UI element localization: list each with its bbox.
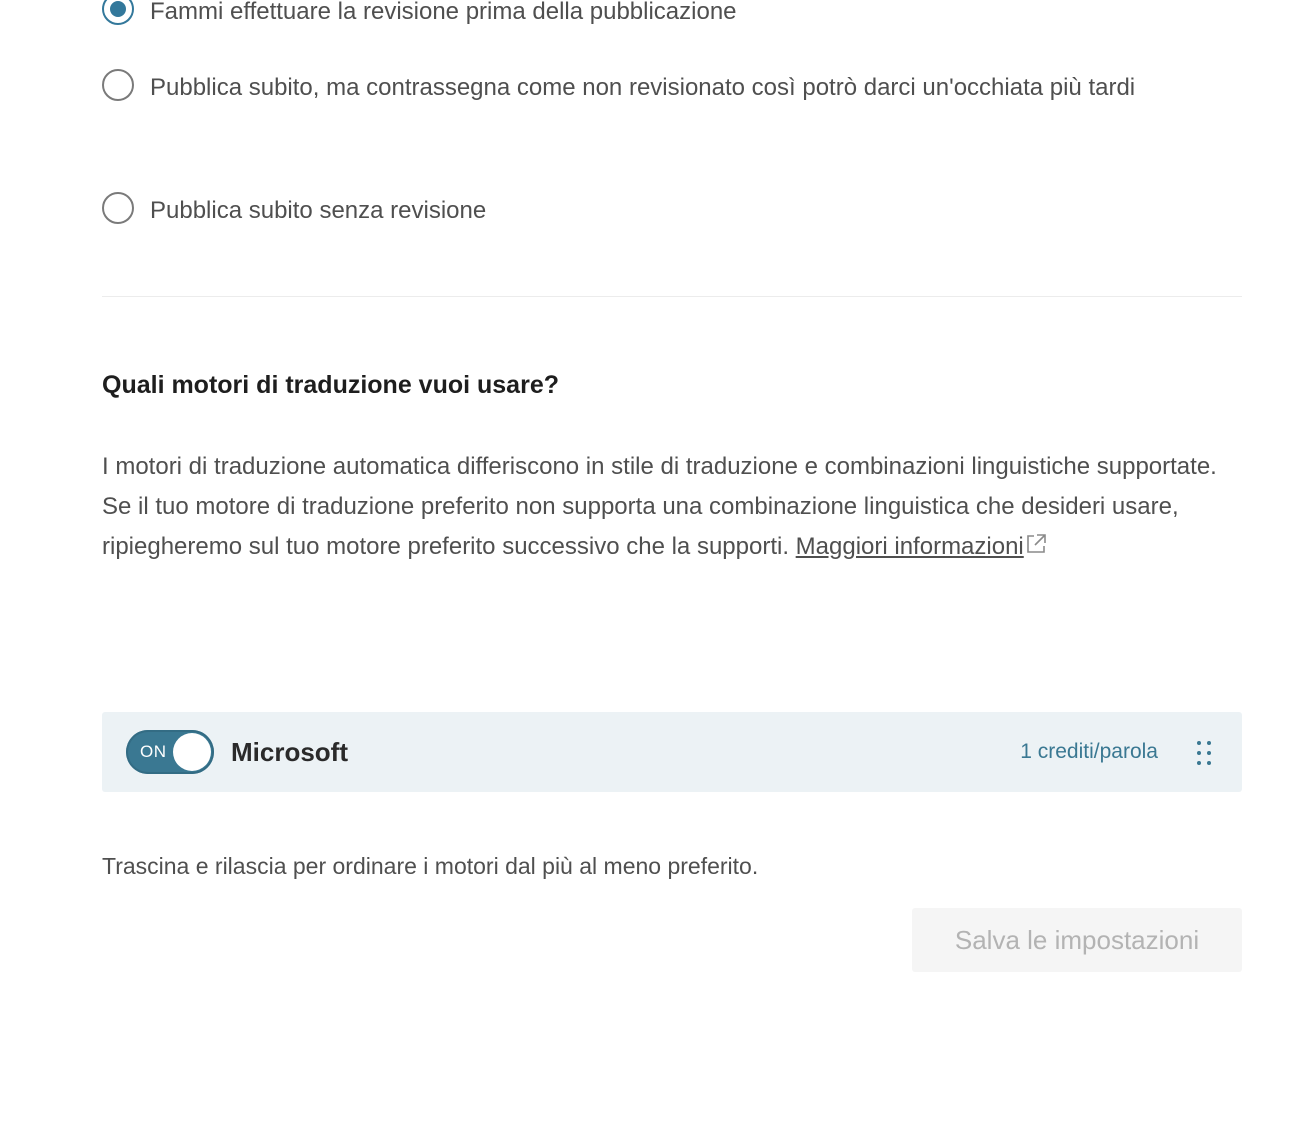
review-option-publish-no-review[interactable]	[102, 189, 1242, 233]
engine-credits: 1 crediti/parola	[1020, 740, 1158, 763]
radio-selected-icon[interactable]	[102, 0, 134, 25]
review-option-review-first[interactable]	[102, 0, 1242, 34]
toggle-state-label: ON	[140, 742, 167, 761]
review-option-publish-unreviewed[interactable]	[102, 66, 1242, 110]
section-title: Quali motori di traduzione vuoi usare?	[102, 371, 559, 399]
review-option-label: Pubblica subito senza revisione	[150, 197, 487, 224]
review-option-label: Fammi effettuare la revisione prima della pubblicazione	[150, 0, 737, 25]
external-link-icon	[1025, 533, 1047, 555]
radio-unselected-icon[interactable]	[102, 69, 134, 101]
drag-handle-icon[interactable]	[1194, 739, 1214, 767]
review-option-label: Pubblica subito, ma contrassegna come non revisionato così potrò darci un'occhiata più tardi	[150, 74, 1136, 101]
save-settings-button[interactable]: Salva le impostazioni	[912, 908, 1242, 972]
more-info-link-label: Maggiori informazioni	[795, 533, 1024, 560]
drag-hint: Trascina e rilascia per ordinare i motori dal più al meno preferito.	[102, 853, 759, 879]
radio-unselected-icon[interactable]	[102, 192, 134, 224]
engine-row-microsoft[interactable]	[102, 712, 1242, 792]
section-divider	[102, 296, 1242, 297]
section-description	[102, 447, 1247, 567]
engine-name: Microsoft	[231, 737, 348, 767]
more-info-link[interactable]	[796, 533, 1024, 560]
toggle-knob	[173, 733, 211, 771]
description-text: I motori di traduzione automatica differiscono in stile di traduzione e combinazioni linguistiche supportate. Se il tuo motore di traduzione preferito non supporta una combinazione linguistica che desideri usare, ripiegheremo sul tuo motore preferito successivo che la supporti.	[102, 453, 1217, 560]
engine-toggle[interactable]	[126, 730, 214, 774]
